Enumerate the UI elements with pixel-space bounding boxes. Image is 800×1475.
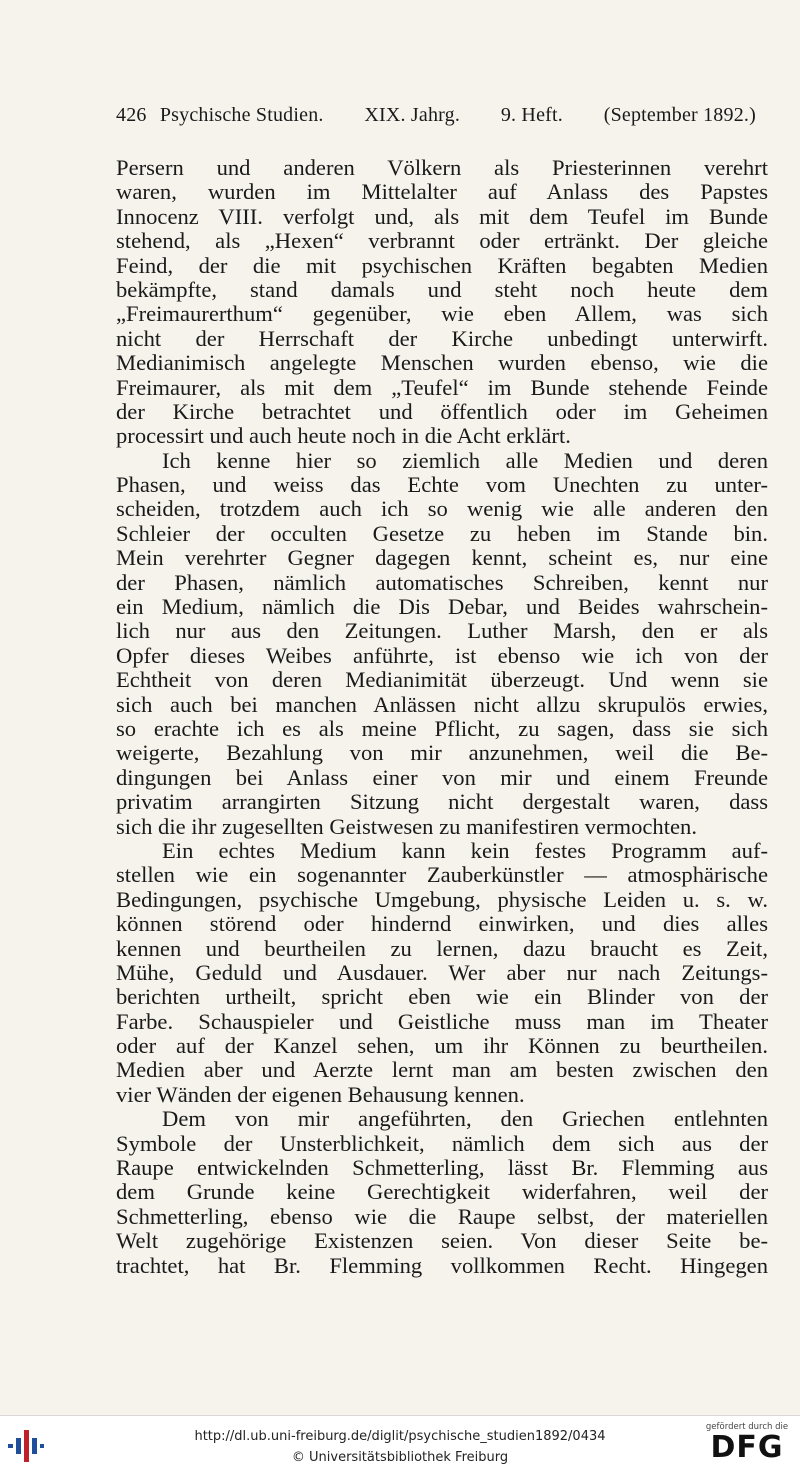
journal-title: Psychische Studien. — [159, 104, 324, 126]
issue-date: (September 1892.) — [603, 104, 756, 126]
text-line: können störend oder hindernd einwirken, und dies alles — [116, 912, 768, 937]
text-line: Echtheit von deren Medianimität überzeugt. Und wenn sie — [116, 668, 768, 693]
copyright-notice: © Universitätsbibliothek Freiburg — [291, 1450, 509, 1465]
text-line: sich auch bei manchen Anlässen nicht allzu skrupulös erwies, — [116, 692, 768, 717]
text-line: trachtet, hat Br. Flemming vollkommen Recht. Hingegen — [116, 1253, 768, 1278]
text-line: oder auf der Kanzel sehen, um ihr Können zu beurtheilen. — [116, 1034, 768, 1059]
text-line: Symbole der Unsterblichkeit, nämlich dem sich aus der — [116, 1131, 768, 1156]
text-line: Bedingungen, psychische Umgebung, physische Leiden u. s. w. — [116, 887, 768, 912]
text-line: Farbe. Schauspieler und Geistliche muss man im Theater — [116, 1009, 768, 1034]
text-line: processirt und auch heute noch in die Acht erklärt. — [116, 424, 571, 449]
text-line: privatim arrangirten Sitzung nicht dergestalt waren, dass — [116, 790, 768, 815]
running-header — [116, 104, 756, 127]
text-line: Welt zugehörige Existenzen seien. Von dieser Seite be- — [116, 1229, 768, 1254]
text-line: Schleier der occulten Gesetze zu heben im Stande bin. — [116, 521, 768, 546]
text-line: so erachte ich es als meine Pflicht, zu sagen, dass sie sich — [116, 716, 768, 741]
page-number: 426 — [116, 104, 147, 126]
text-line: Feind, der die mit psychischen Kräften begabten Medien — [116, 253, 768, 278]
text-line: Raupe entwickelnden Schmetterling, lässt Br. Flemming aus — [116, 1156, 768, 1181]
viewer-footer — [0, 1415, 800, 1475]
text-line: Persern und anderen Völkern als Priesterinnen verehrt — [116, 156, 768, 180]
text-line: lich nur aus den Zeitungen. Luther Marsh, den er als — [116, 619, 768, 644]
text-line: stehend, als „Hexen“ verbrannt oder ertränkt. Der gleiche — [116, 229, 768, 254]
text-line: Phasen, und weiss das Echte vom Unechten zu unter- — [116, 473, 768, 498]
text-line: kennen und beurtheilen zu lernen, dazu braucht es Zeit, — [116, 936, 768, 961]
dfg-mark: DFG — [710, 1430, 784, 1465]
text-line: Mein verehrter Gegner dagegen kennt, scheint es, nur eine — [116, 546, 768, 571]
text-line: weigerte, Bezahlung von mir anzunehmen, weil die Be- — [116, 741, 768, 766]
text-line: bekämpfte, stand damals und steht noch heute dem — [116, 277, 768, 302]
text-line: sich die ihr zugesellten Geistwesen zu manifestiren vermochten. — [116, 814, 697, 839]
dfg-caption: gefördert durch die — [705, 1422, 789, 1432]
paragraph-start: Ein echtes Medium kann kein festes Programm auf- — [162, 838, 768, 863]
text-line: Freimaurer, als mit dem „Teufel“ im Bunde stehende Feinde — [116, 375, 768, 400]
text-line: ein Medium, nämlich die Dis Debar, und Beides wahrschein- — [116, 595, 768, 620]
text-line: Mühe, Geduld und Ausdauer. Wer aber nur nach Zeitungs- — [116, 960, 768, 985]
text-line: dem Grunde keine Gerechtigkeit widerfahren, weil der — [116, 1180, 768, 1205]
text-line: „Freimaurerthum“ gegenüber, wie eben Allem, was sich — [116, 302, 768, 327]
paragraph-start: Dem von mir angeführten, den Griechen entlehnten — [162, 1107, 768, 1132]
text-line: Schmetterling, ebenso wie die Raupe selbst, der materiellen — [116, 1204, 768, 1229]
text-line: der Phasen, nämlich automatisches Schreiben, kennt nur — [116, 570, 768, 595]
issue: 9. Heft. — [500, 104, 563, 126]
text-line: stellen wie ein sogenannter Zauberkünstler — atmosphärische — [116, 863, 768, 888]
text-line: berichten urtheilt, spricht eben wie ein Blinder von der — [116, 985, 768, 1010]
text-line: Medianimisch angelegte Menschen wurden ebenso, wie die — [116, 351, 768, 376]
text-line: der Kirche betrachtet und öffentlich oder im Geheimen — [116, 399, 768, 424]
text-line: Opfer dieses Weibes anführte, ist ebenso wie ich von der — [116, 643, 768, 668]
body-text — [116, 156, 768, 1278]
text-line: waren, wurden im Mittelalter auf Anlass des Papstes — [116, 180, 768, 205]
text-line: Medien aber und Aerzte lernt man am besten zwischen den — [116, 1058, 768, 1083]
permalink-url[interactable]: http://dl.ub.uni-freiburg.de/diglit/psychische_studien1892/0434 — [194, 1429, 606, 1444]
text-line: scheiden, trotzdem auch ich so wenig wie alle anderen den — [116, 497, 768, 522]
text-line: Innocenz VIII. verfolgt und, als mit dem Teufel im Bunde — [116, 204, 768, 229]
dfg-logo — [704, 1422, 790, 1470]
volume: XIX. Jahrg. — [364, 104, 461, 126]
paragraph-start: Ich kenne hier so ziemlich alle Medien und deren — [162, 448, 768, 473]
text-line: dingungen bei Anlass einer von mir und einem Freunde — [116, 765, 768, 790]
text-line: vier Wänden der eigenen Behausung kennen. — [116, 1082, 525, 1107]
text-line: nicht der Herrschaft der Kirche unbedingt unterwirft. — [116, 326, 768, 351]
